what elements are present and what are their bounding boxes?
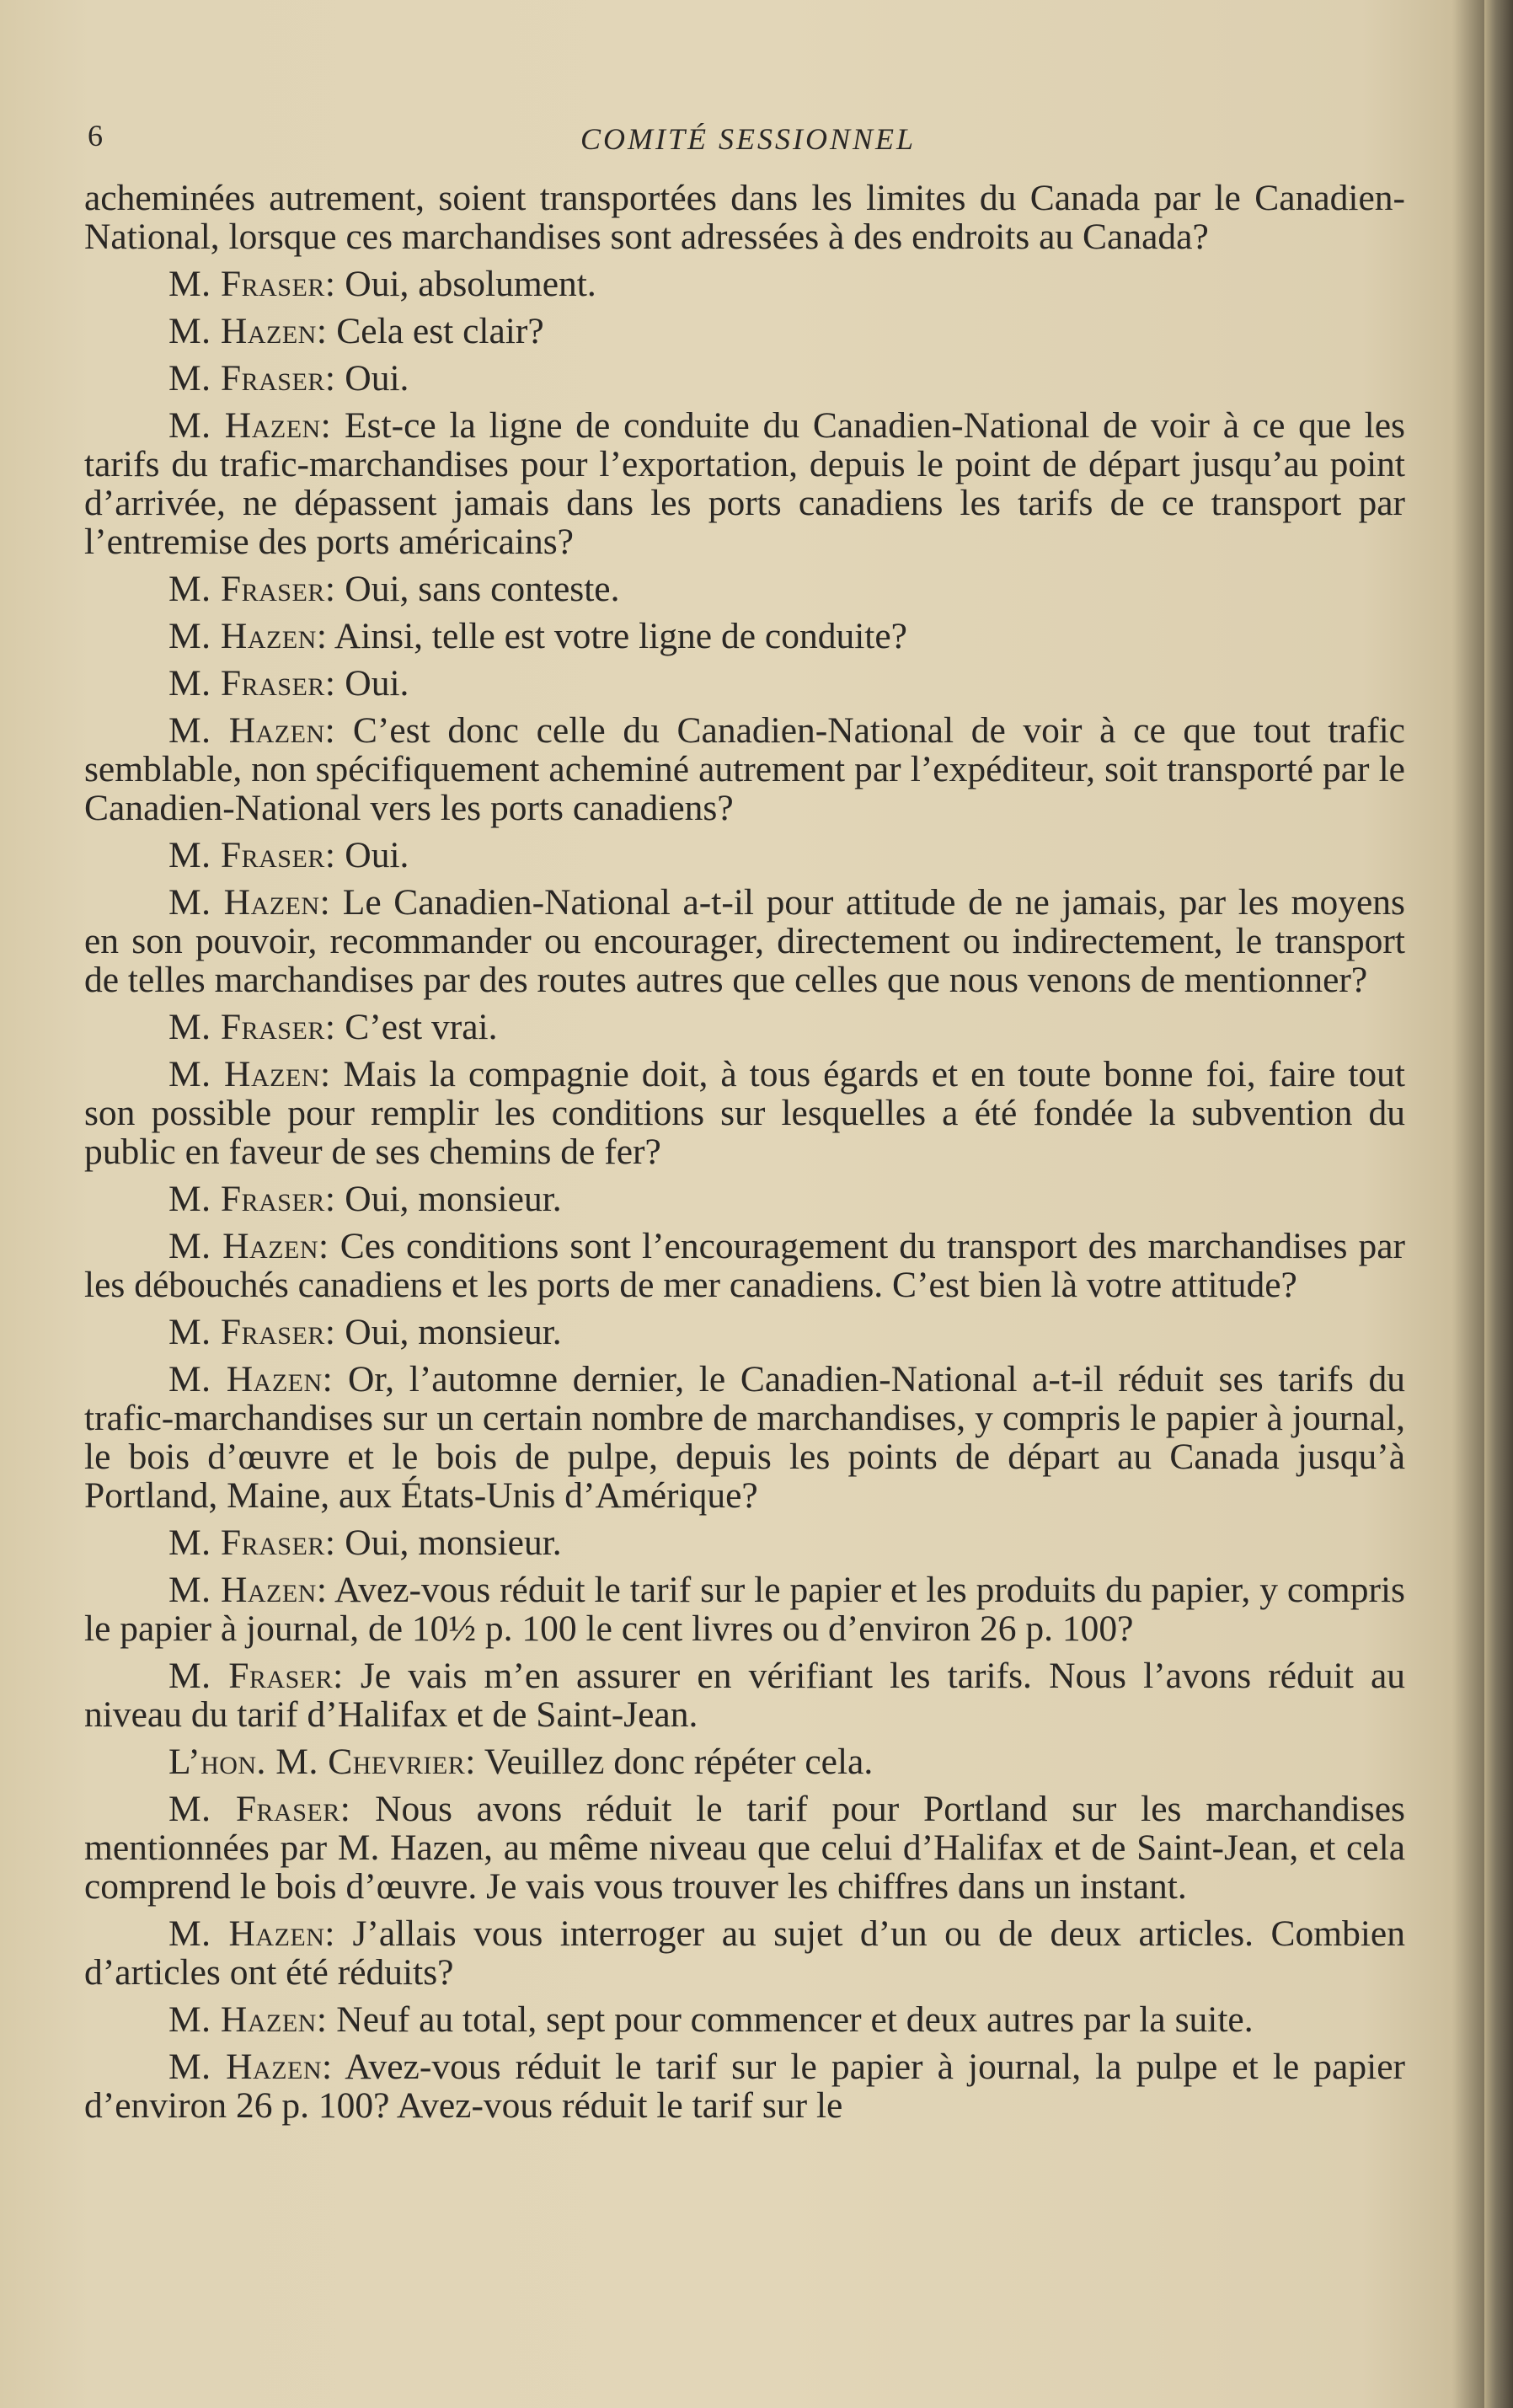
speaker-label: M. Fraser: bbox=[168, 264, 336, 304]
dialogue-paragraph bbox=[84, 617, 1405, 656]
dialogue-paragraph bbox=[84, 265, 1405, 303]
paragraph-text: Est-ce la ligne de conduite du Canadien-National de voir à ce que les tarifs du trafic-marchandises pour l’exportation, depuis le point de départ jusqu’au point d’arrivée, ne dépassent jamais dans les ports canadiens les tarifs de ce transport par l’entremise des ports américains? bbox=[84, 405, 1405, 562]
paragraph-text: Oui. bbox=[335, 663, 409, 704]
paragraph-text: C’est vrai. bbox=[335, 1007, 498, 1047]
speaker-label: M. Hazen: bbox=[168, 616, 328, 656]
paragraph-text: Avez-vous réduit le tarif sur le papier et les produits du papier, y compris le papier à journal, de 10½ p. 100 le cent livres ou d’environ 26 p. 100? bbox=[84, 1570, 1405, 1649]
dialogue-paragraph bbox=[84, 1742, 1405, 1781]
dialogue-paragraph bbox=[84, 836, 1405, 875]
paragraph-text: Ces conditions sont l’encouragement du transport des marchandises par les débouchés canadiens et les ports de mer canadiens. C’est bien là votre attitude? bbox=[84, 1226, 1405, 1305]
dialogue-paragraph bbox=[84, 664, 1405, 703]
dialogue-paragraph bbox=[84, 1571, 1405, 1648]
dialogue-paragraph bbox=[84, 1523, 1405, 1562]
speaker-label: M. Hazen: bbox=[168, 1913, 335, 1954]
paragraph-text: Or, l’automne dernier, le Canadien-National a-t-il réduit ses tarifs du trafic-marchandises sur un certain nombre de marchandises, y compris le papier à journal, le bois d’œuvre et le bois de pulpe, depuis les points de départ au Canada jusqu’à Portland, Maine, aux États-Unis d’Amérique? bbox=[84, 1359, 1405, 1516]
speaker-label: M. Hazen: bbox=[168, 2047, 333, 2087]
dialogue-paragraph bbox=[84, 883, 1405, 999]
paragraph-text: Je vais m’en assurer en vérifiant les tarifs. Nous l’avons réduit au niveau du tarif d’Halifax et de Saint-Jean. bbox=[84, 1656, 1406, 1735]
dialogue-paragraph bbox=[84, 1656, 1405, 1734]
speaker-label: M. Fraser: bbox=[168, 358, 336, 399]
speaker-label: L’hon. M. Chevrier: bbox=[168, 1742, 476, 1782]
speaker-label: M. Fraser: bbox=[168, 569, 336, 609]
speaker-label: M. Hazen: bbox=[168, 1570, 328, 1610]
paragraph-text: Oui, absolument. bbox=[335, 264, 596, 304]
dialogue-paragraph bbox=[84, 406, 1405, 561]
dialogue-paragraph bbox=[84, 1914, 1405, 1992]
dialogue-paragraph bbox=[84, 1008, 1405, 1046]
speaker-label: M. Fraser: bbox=[168, 1179, 336, 1219]
paragraph-text: Oui. bbox=[335, 358, 409, 399]
speaker-label: M. Hazen: bbox=[168, 710, 336, 751]
running-head bbox=[84, 118, 1412, 160]
speaker-label: M. Fraser: bbox=[168, 663, 336, 704]
speaker-label: M. Fraser: bbox=[168, 1007, 336, 1047]
paragraph-text: Cela est clair? bbox=[327, 311, 544, 351]
speaker-label: M. Hazen: bbox=[168, 1054, 331, 1094]
speaker-label: M. Fraser: bbox=[168, 1522, 336, 1563]
paragraph-text: Ainsi, telle est votre ligne de conduite? bbox=[327, 616, 907, 656]
paragraph-text: Oui, monsieur. bbox=[335, 1522, 562, 1563]
body-text bbox=[84, 179, 1405, 2133]
speaker-label: M. Hazen: bbox=[168, 311, 328, 351]
dialogue-paragraph bbox=[84, 1227, 1405, 1304]
speaker-label: M. Hazen: bbox=[168, 1999, 328, 2040]
paragraph-text: Oui, monsieur. bbox=[335, 1179, 562, 1219]
dialogue-paragraph bbox=[84, 1180, 1405, 1218]
page-number: 6 bbox=[88, 119, 103, 153]
paragraph-text: Le Canadien-National a-t-il pour attitude de ne jamais, par les moyens en son pouvoir, recommander ou encourager, directement ou indirectement, le transport de telles marchandises par des routes autres que celles que nous venons de mentionner? bbox=[84, 882, 1405, 1000]
paragraph-text: Oui. bbox=[335, 835, 409, 875]
dialogue-paragraph bbox=[84, 711, 1405, 827]
paragraph-text: Veuillez donc répéter cela. bbox=[475, 1742, 874, 1782]
paragraph-text: Avez-vous réduit le tarif sur le papier à journal, la pulpe et le papier d’environ 26 p. 100? Avez-vous réduit le tarif sur le bbox=[84, 2047, 1405, 2126]
dialogue-paragraph bbox=[84, 312, 1405, 350]
dialogue-paragraph bbox=[84, 1055, 1405, 1171]
speaker-label: M. Hazen: bbox=[168, 882, 331, 923]
running-title: COMITÉ SESSIONNEL bbox=[580, 122, 916, 156]
speaker-label: M. Fraser: bbox=[168, 1789, 351, 1829]
speaker-label: M. Fraser: bbox=[168, 1656, 344, 1696]
paragraph-text: C’est donc celle du Canadien-National de voir à ce que tout trafic semblable, non spécifiquement acheminé autrement par l’expéditeur, soit transporté par le Canadien-National vers les ports canadiens? bbox=[84, 710, 1405, 828]
dialogue-paragraph bbox=[84, 359, 1405, 398]
paragraph-text: Oui, monsieur. bbox=[335, 1312, 562, 1352]
speaker-label: M. Fraser: bbox=[168, 835, 336, 875]
speaker-label: M. Hazen: bbox=[168, 1359, 334, 1399]
paragraph-text: Neuf au total, sept pour commencer et deux autres par la suite. bbox=[327, 1999, 1254, 2040]
paragraph-text: Mais la compagnie doit, à tous égards et en toute bonne foi, faire tout son possible pour remplir les conditions sur lesquelles a été fondée la subvention du public en faveur de ses chemins de fer? bbox=[84, 1054, 1405, 1172]
dialogue-paragraph bbox=[84, 1790, 1405, 1906]
paragraph-text: Nous avons réduit le tarif pour Portland sur les marchandises mentionnées par M. Hazen, au même niveau que celui d’Halifax et de Saint-Jean, et cela comprend le bois d’œuvre. Je vais vous trouver les chiffres dans un instant. bbox=[84, 1789, 1405, 1907]
speaker-label: M. Hazen: bbox=[168, 405, 332, 446]
paragraph-text: Oui, sans conteste. bbox=[335, 569, 620, 609]
page-gutter-shadow bbox=[1484, 0, 1513, 2408]
dialogue-paragraph bbox=[84, 570, 1405, 608]
dialogue-paragraph bbox=[84, 1313, 1405, 1351]
speaker-label: M. Fraser: bbox=[168, 1312, 336, 1352]
paragraph-text: J’allais vous interroger au sujet d’un ou de deux articles. Combien d’articles ont été réduits? bbox=[84, 1913, 1405, 1993]
paragraph-text: acheminées autrement, soient transportées dans les limites du Canada par le Canadien-National, lorsque ces marchandises sont adressées à des endroits au Canada? bbox=[84, 178, 1405, 257]
dialogue-paragraph bbox=[84, 2047, 1405, 2125]
dialogue-paragraph bbox=[84, 1360, 1405, 1515]
speaker-label: M. Hazen: bbox=[168, 1226, 329, 1266]
dialogue-paragraph bbox=[84, 2000, 1405, 2039]
continuation-paragraph bbox=[84, 179, 1405, 256]
